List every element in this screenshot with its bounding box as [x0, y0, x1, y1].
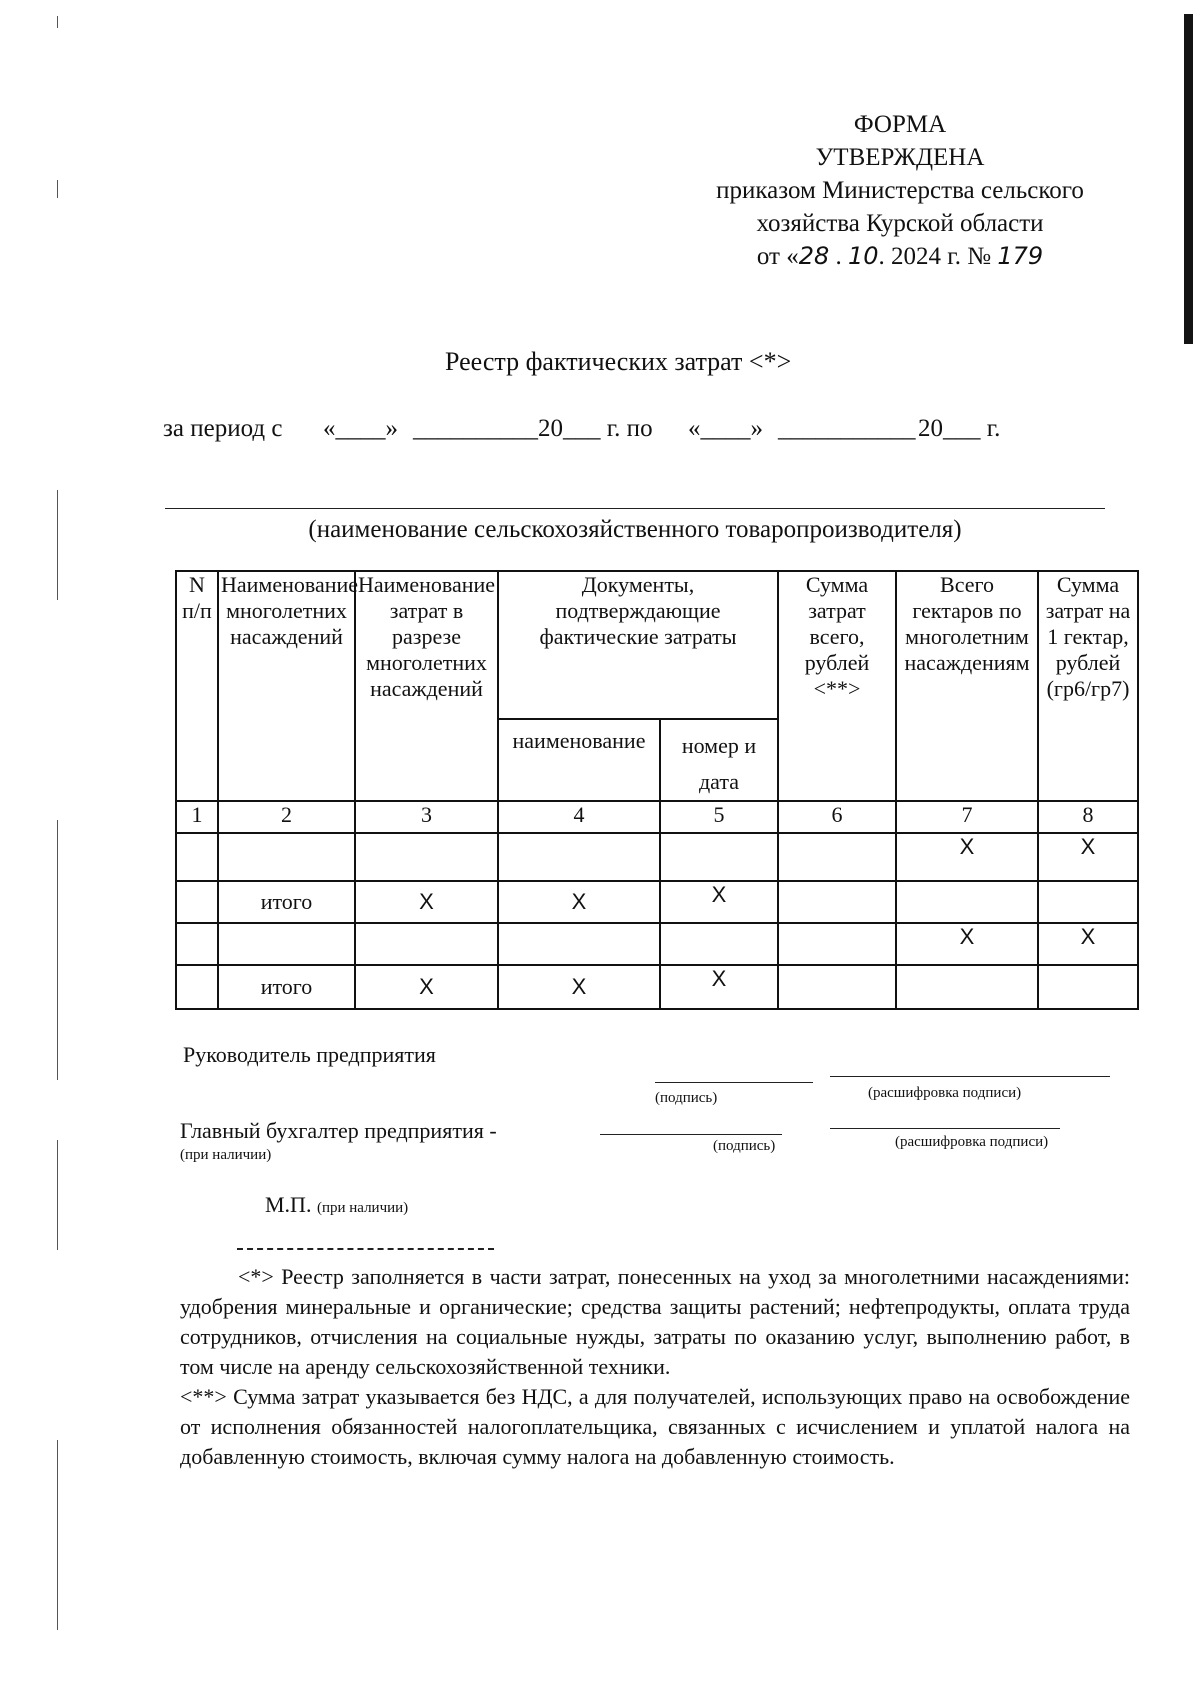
scan-edge-mark [57, 820, 58, 1080]
period-month-end: ___________ [778, 415, 916, 442]
header-cost-per-hectare: Сумма затрат на 1 гектар, рублей (гр6/гр7) [1038, 571, 1138, 801]
table-cell [355, 923, 498, 965]
period-day-start: «____» [323, 415, 398, 442]
footnote-1: <*> Реестр заполняется в части затрат, понесенных на уход за многолетними насаждениями: удобрения минеральные и органические; средства защиты растений; нефтепродукты, оплата труда сотрудников, отчисления на социальные нужды, затраты по оказанию услуг, выполнению работ, в том числе на аренду сельскохозяйственной техники. [180, 1264, 1130, 1379]
table-cell [896, 965, 1038, 1009]
table-cell [778, 881, 896, 923]
handwritten-month: 10 [848, 242, 879, 270]
document-title: Реестр фактических затрат <*> [445, 347, 792, 376]
period-year-end: 20___ г. [918, 415, 1001, 442]
accountant-decode-caption: (расшифровка подписи) [895, 1134, 1049, 1150]
table-cell [896, 881, 1038, 923]
date-year: . 2024 г. № [878, 243, 992, 270]
table-cell: X [1038, 833, 1138, 881]
table-cell [218, 833, 355, 881]
table-cell [176, 965, 218, 1009]
table-cell: X [355, 965, 498, 1009]
column-number: 3 [355, 801, 498, 833]
header-document-number-date: номер и дата [660, 719, 778, 801]
table-cell: X [498, 965, 660, 1009]
header-total-hectares: Всего гектаров по многолетним насаждениям [896, 571, 1038, 801]
producer-name-line [165, 508, 1105, 509]
date-separator: . [829, 243, 848, 270]
header-plantation-name: Наименование многолетних насаждений [218, 571, 355, 801]
header-cost-name: Наименование затрат в разрезе многолетних насаждений [355, 571, 498, 801]
column-number: 8 [1038, 801, 1138, 833]
table-cell: X [660, 965, 778, 1009]
table-cell [498, 923, 660, 965]
approval-region-line: хозяйства Курской области [756, 210, 1044, 237]
table-cell [778, 833, 896, 881]
column-number: 6 [778, 801, 896, 833]
head-signature-line [655, 1082, 813, 1083]
column-number: 4 [498, 801, 660, 833]
column-number: 5 [660, 801, 778, 833]
table-row-total [176, 881, 1138, 923]
handwritten-order-number: 179 [997, 242, 1044, 270]
table-row [176, 833, 1138, 881]
total-label: итого [218, 881, 355, 923]
column-number: 1 [176, 801, 218, 833]
accountant-decode-line [830, 1128, 1060, 1129]
cost-register-table [175, 570, 1139, 1010]
approval-date-line [660, 240, 1140, 273]
column-number: 7 [896, 801, 1038, 833]
table-cell [498, 833, 660, 881]
accountant-signature-line [600, 1134, 782, 1135]
scan-edge-bar [1184, 14, 1193, 344]
accountant-signature-caption: (подпись) [713, 1138, 776, 1154]
column-number: 2 [218, 801, 355, 833]
table-row [176, 923, 1138, 965]
accountant-label: Главный бухгалтер предприятия - [180, 1118, 497, 1143]
table-cell: X [355, 881, 498, 923]
table-cell: X [896, 923, 1038, 965]
date-prefix: от « [756, 243, 799, 270]
table-cell: X [498, 881, 660, 923]
period-month-start: __________ [413, 415, 538, 442]
table-cell [778, 965, 896, 1009]
table-cell [1038, 965, 1138, 1009]
table-cell [218, 923, 355, 965]
header-total-cost: Сумма затрат всего, рублей <**> [778, 571, 896, 801]
table-cell: X [896, 833, 1038, 881]
table-cell [1038, 881, 1138, 923]
total-label: итого [218, 965, 355, 1009]
scan-edge-mark [57, 1140, 58, 1250]
table-cell [778, 923, 896, 965]
table-cell: X [1038, 923, 1138, 965]
head-signature-caption: (подпись) [655, 1090, 718, 1106]
scan-edge-mark [57, 490, 58, 600]
approval-approved-label: УТВЕРЖДЕНА [815, 144, 985, 171]
header-documents: Документы, подтверждающие фактические затраты [498, 571, 778, 719]
footnote-separator [237, 1248, 494, 1250]
approval-order-line: приказом Министерства сельского [716, 177, 1084, 204]
accountant-if-any: (при наличии) [180, 1147, 272, 1163]
period-year-start: 20___ г. по [538, 415, 653, 442]
producer-caption: (наименование сельскохозяйственного товаропроизводителя) [308, 516, 962, 543]
footnote-2: <**> Сумма затрат указывается без НДС, а для получателей, использующих право на освобождение от исполнения обязанностей налогоплательщика, связанных с исчислением и уплатой налога на добавленную стоимость, включая сумму налога на добавленную стоимость. [180, 1384, 1130, 1469]
table-cell [176, 923, 218, 965]
table-row-total [176, 965, 1138, 1009]
head-decode-caption: (расшифровка подписи) [868, 1085, 1022, 1101]
table-cell [660, 923, 778, 965]
approval-stamp [660, 108, 1140, 273]
table-cell [176, 881, 218, 923]
scan-edge-mark [57, 1440, 58, 1630]
table-cell [660, 833, 778, 881]
handwritten-day: 28 [798, 242, 830, 270]
stamp-note: (при наличии) [316, 1200, 409, 1216]
stamp-place [265, 1192, 408, 1218]
head-decode-line [830, 1076, 1110, 1077]
table-cell: X [660, 881, 778, 923]
period-prefix: за период с [163, 415, 283, 442]
stamp-label: М.П. [265, 1192, 312, 1217]
header-row-number: N п/п [176, 571, 218, 801]
header-document-name: наименование [498, 719, 660, 801]
scan-edge-mark [57, 16, 58, 28]
footnotes [180, 1262, 1130, 1472]
period-day-end: «____» [688, 415, 763, 442]
table-cell [355, 833, 498, 881]
period-line [163, 415, 1113, 455]
table-cell [176, 833, 218, 881]
scan-edge-mark [57, 180, 58, 198]
approval-form-label: ФОРМА [853, 111, 947, 138]
head-label: Руководитель предприятия [183, 1042, 436, 1067]
